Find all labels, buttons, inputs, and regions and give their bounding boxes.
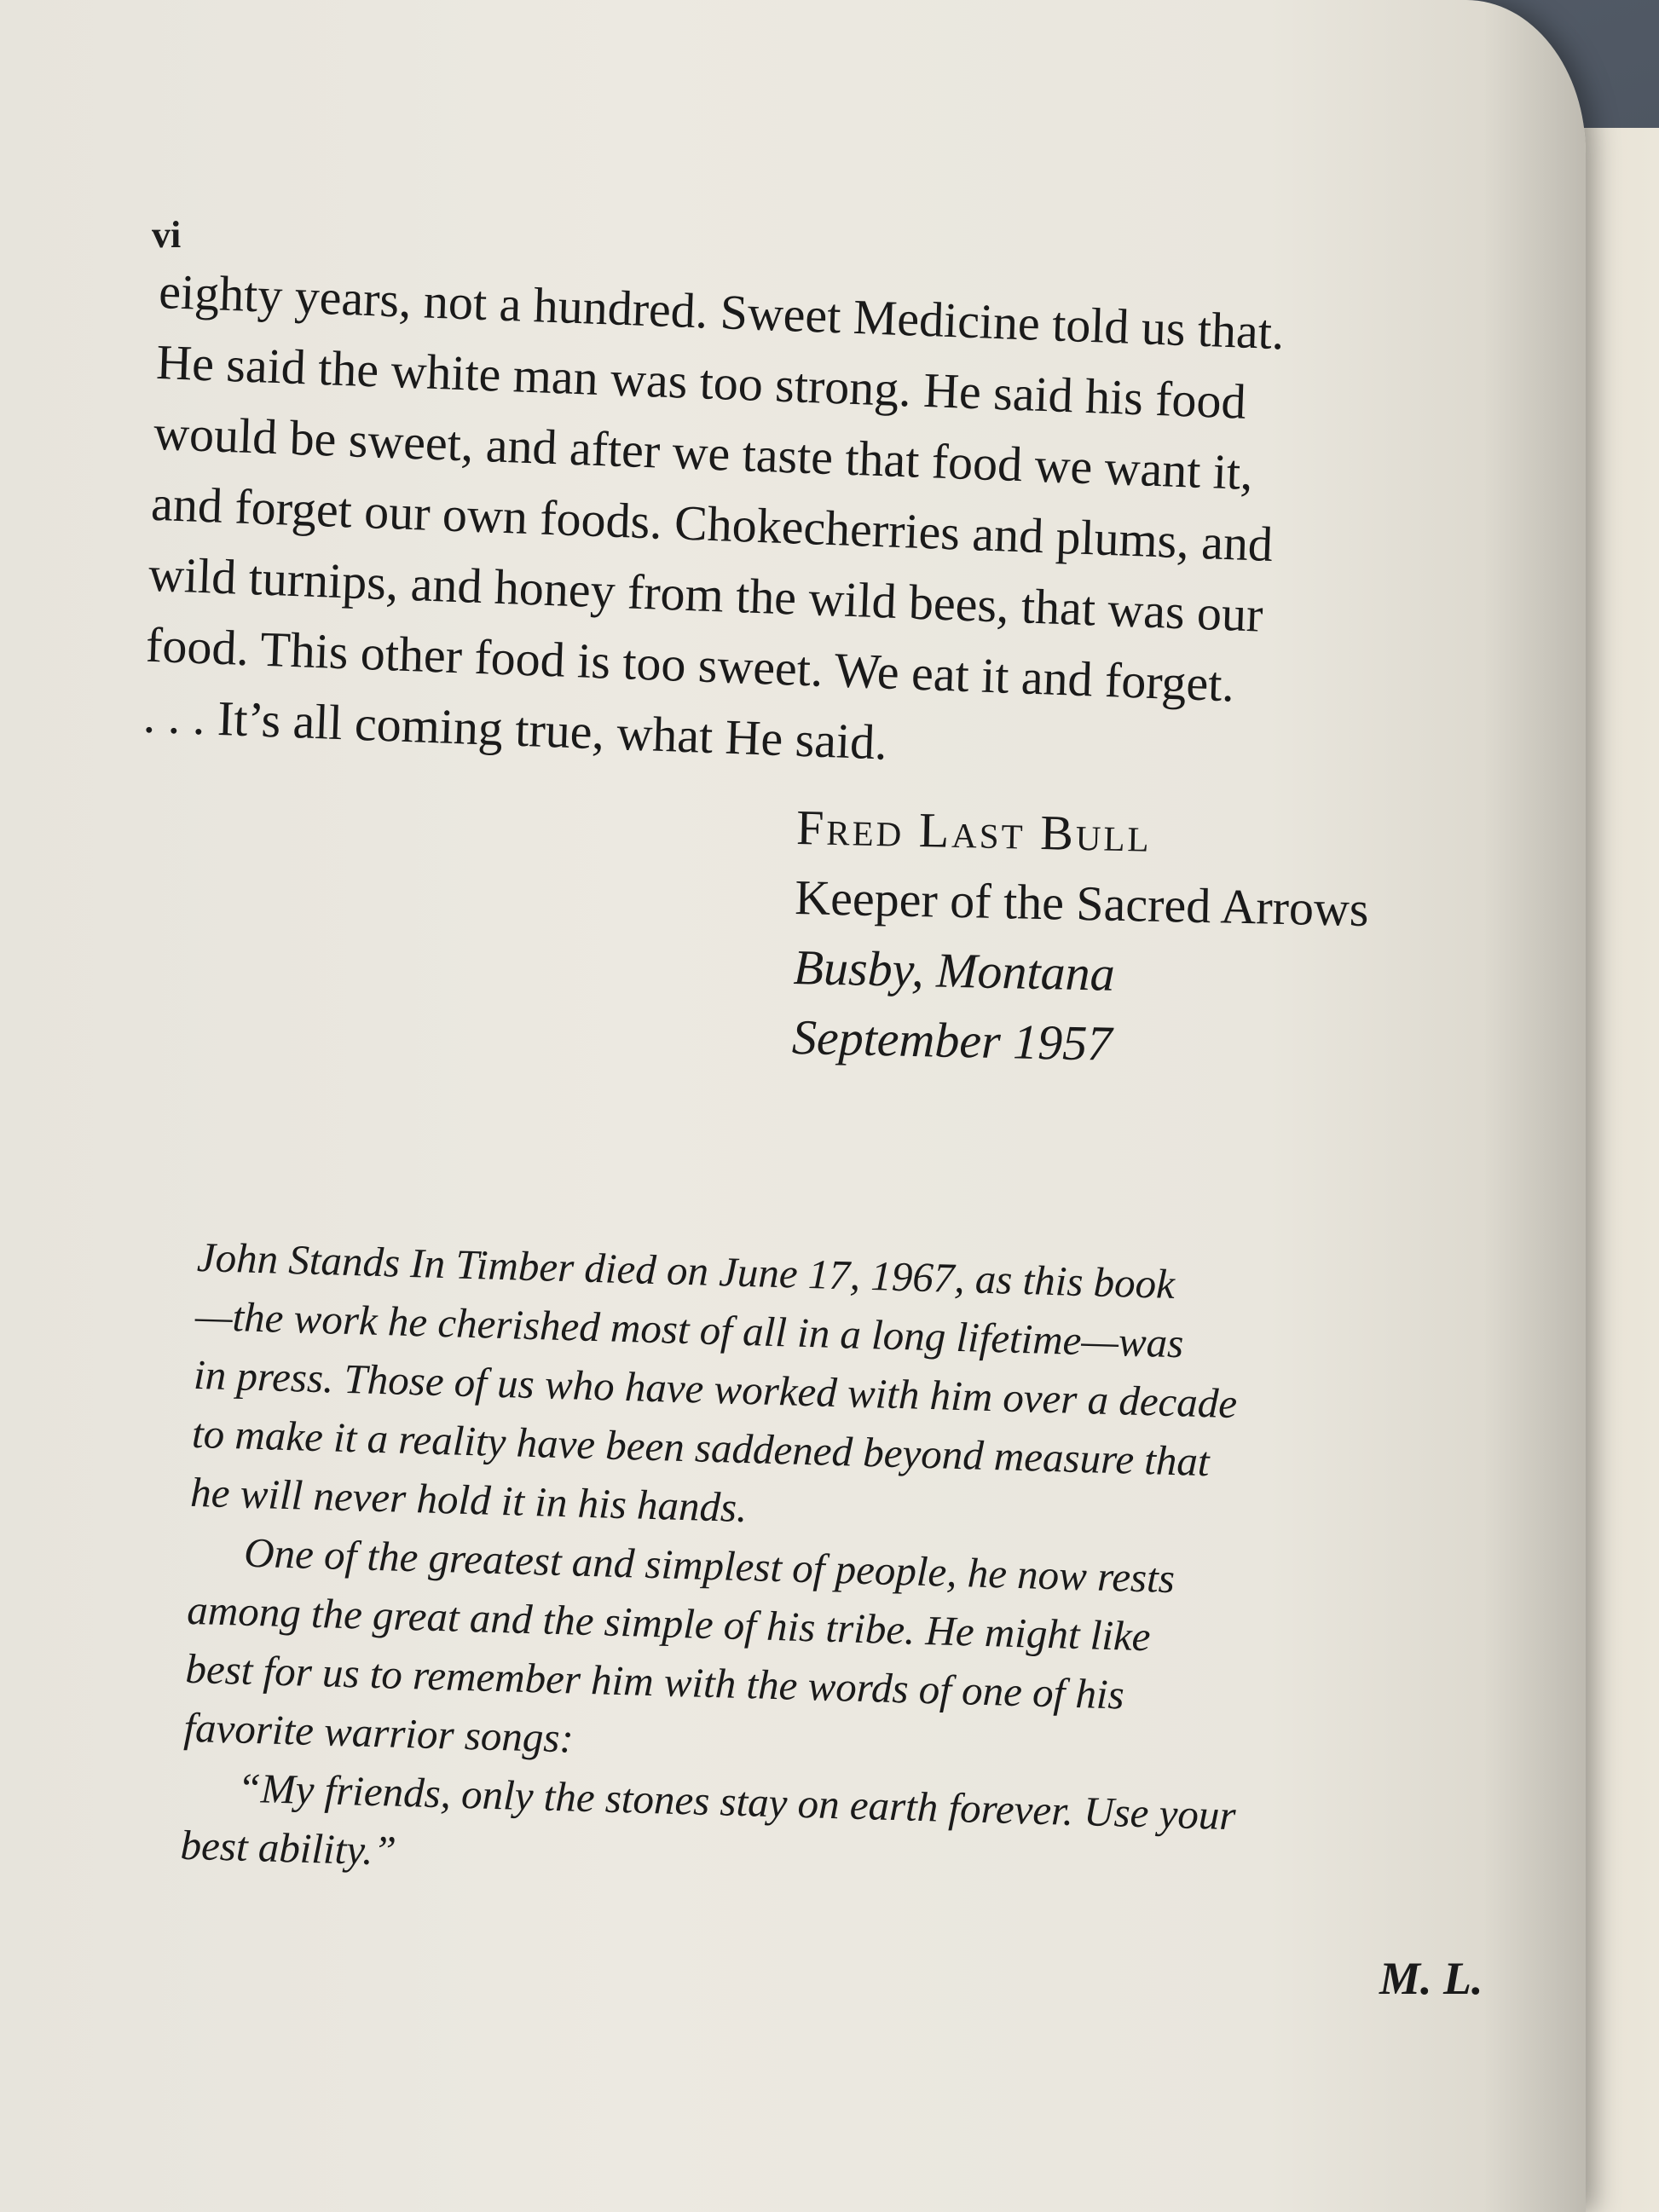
memorial-line: in press. Those of us who have worked with him over a decade	[193, 1350, 1238, 1428]
attribution-name: Fred Last Bull	[795, 799, 1153, 863]
quote-line: eighty years, not a hundred. Sweet Medicine told us that.	[158, 263, 1286, 361]
quote-paragraph	[142, 256, 1455, 798]
memorial-line: John Stands In Timber died on June 17, 1967, as this book	[196, 1233, 1176, 1308]
memorial-line: to make it a reality have been saddened beyond measure that	[191, 1409, 1211, 1486]
attribution-date: September 1957	[791, 1008, 1113, 1071]
quote-line: would be sweet, and after we taste that food we want it,	[153, 404, 1254, 501]
memorial-line: best ability.”	[180, 1821, 397, 1874]
memorial-line: among the great and the simple of his tribe. He might like	[186, 1585, 1152, 1660]
quote-line: . . . It’s all coming true, what He said.	[142, 687, 888, 771]
memorial-line: —the work he cherished most of all in a long lifetime—was	[194, 1291, 1185, 1367]
memorial-line: best for us to remember him with the words of one of his	[184, 1644, 1125, 1718]
memorial-initials: M. L.	[1379, 1953, 1483, 2004]
memorial-line: favorite warrior songs:	[182, 1703, 575, 1762]
quote-line: and forget our own foods. Chokecherries and plums, and	[150, 475, 1275, 573]
attribution-place: Busby, Montana	[793, 939, 1116, 1002]
quote-attribution	[791, 793, 1371, 1084]
attribution-title: Keeper of the Sacred Arrows	[794, 869, 1370, 938]
page-number: vi	[152, 214, 182, 256]
page-curl-shadow	[1483, 0, 1586, 2212]
quote-line: food. This other food is too sweet. We eat it and forget.	[145, 616, 1236, 713]
quote-line: He said the white man was too strong. He said his food	[155, 333, 1247, 430]
memorial-line: he will never hold it in his hands.	[189, 1468, 749, 1532]
memorial-note	[180, 1227, 1494, 1910]
memorial-line: “My friends, only the stones stay on earth forever. Use your	[236, 1764, 1237, 1839]
memorial-line: One of the greatest and simplest of people, he now rests	[243, 1528, 1176, 1603]
quote-line: wild turnips, and honey from the wild bees, that was our	[147, 546, 1264, 643]
